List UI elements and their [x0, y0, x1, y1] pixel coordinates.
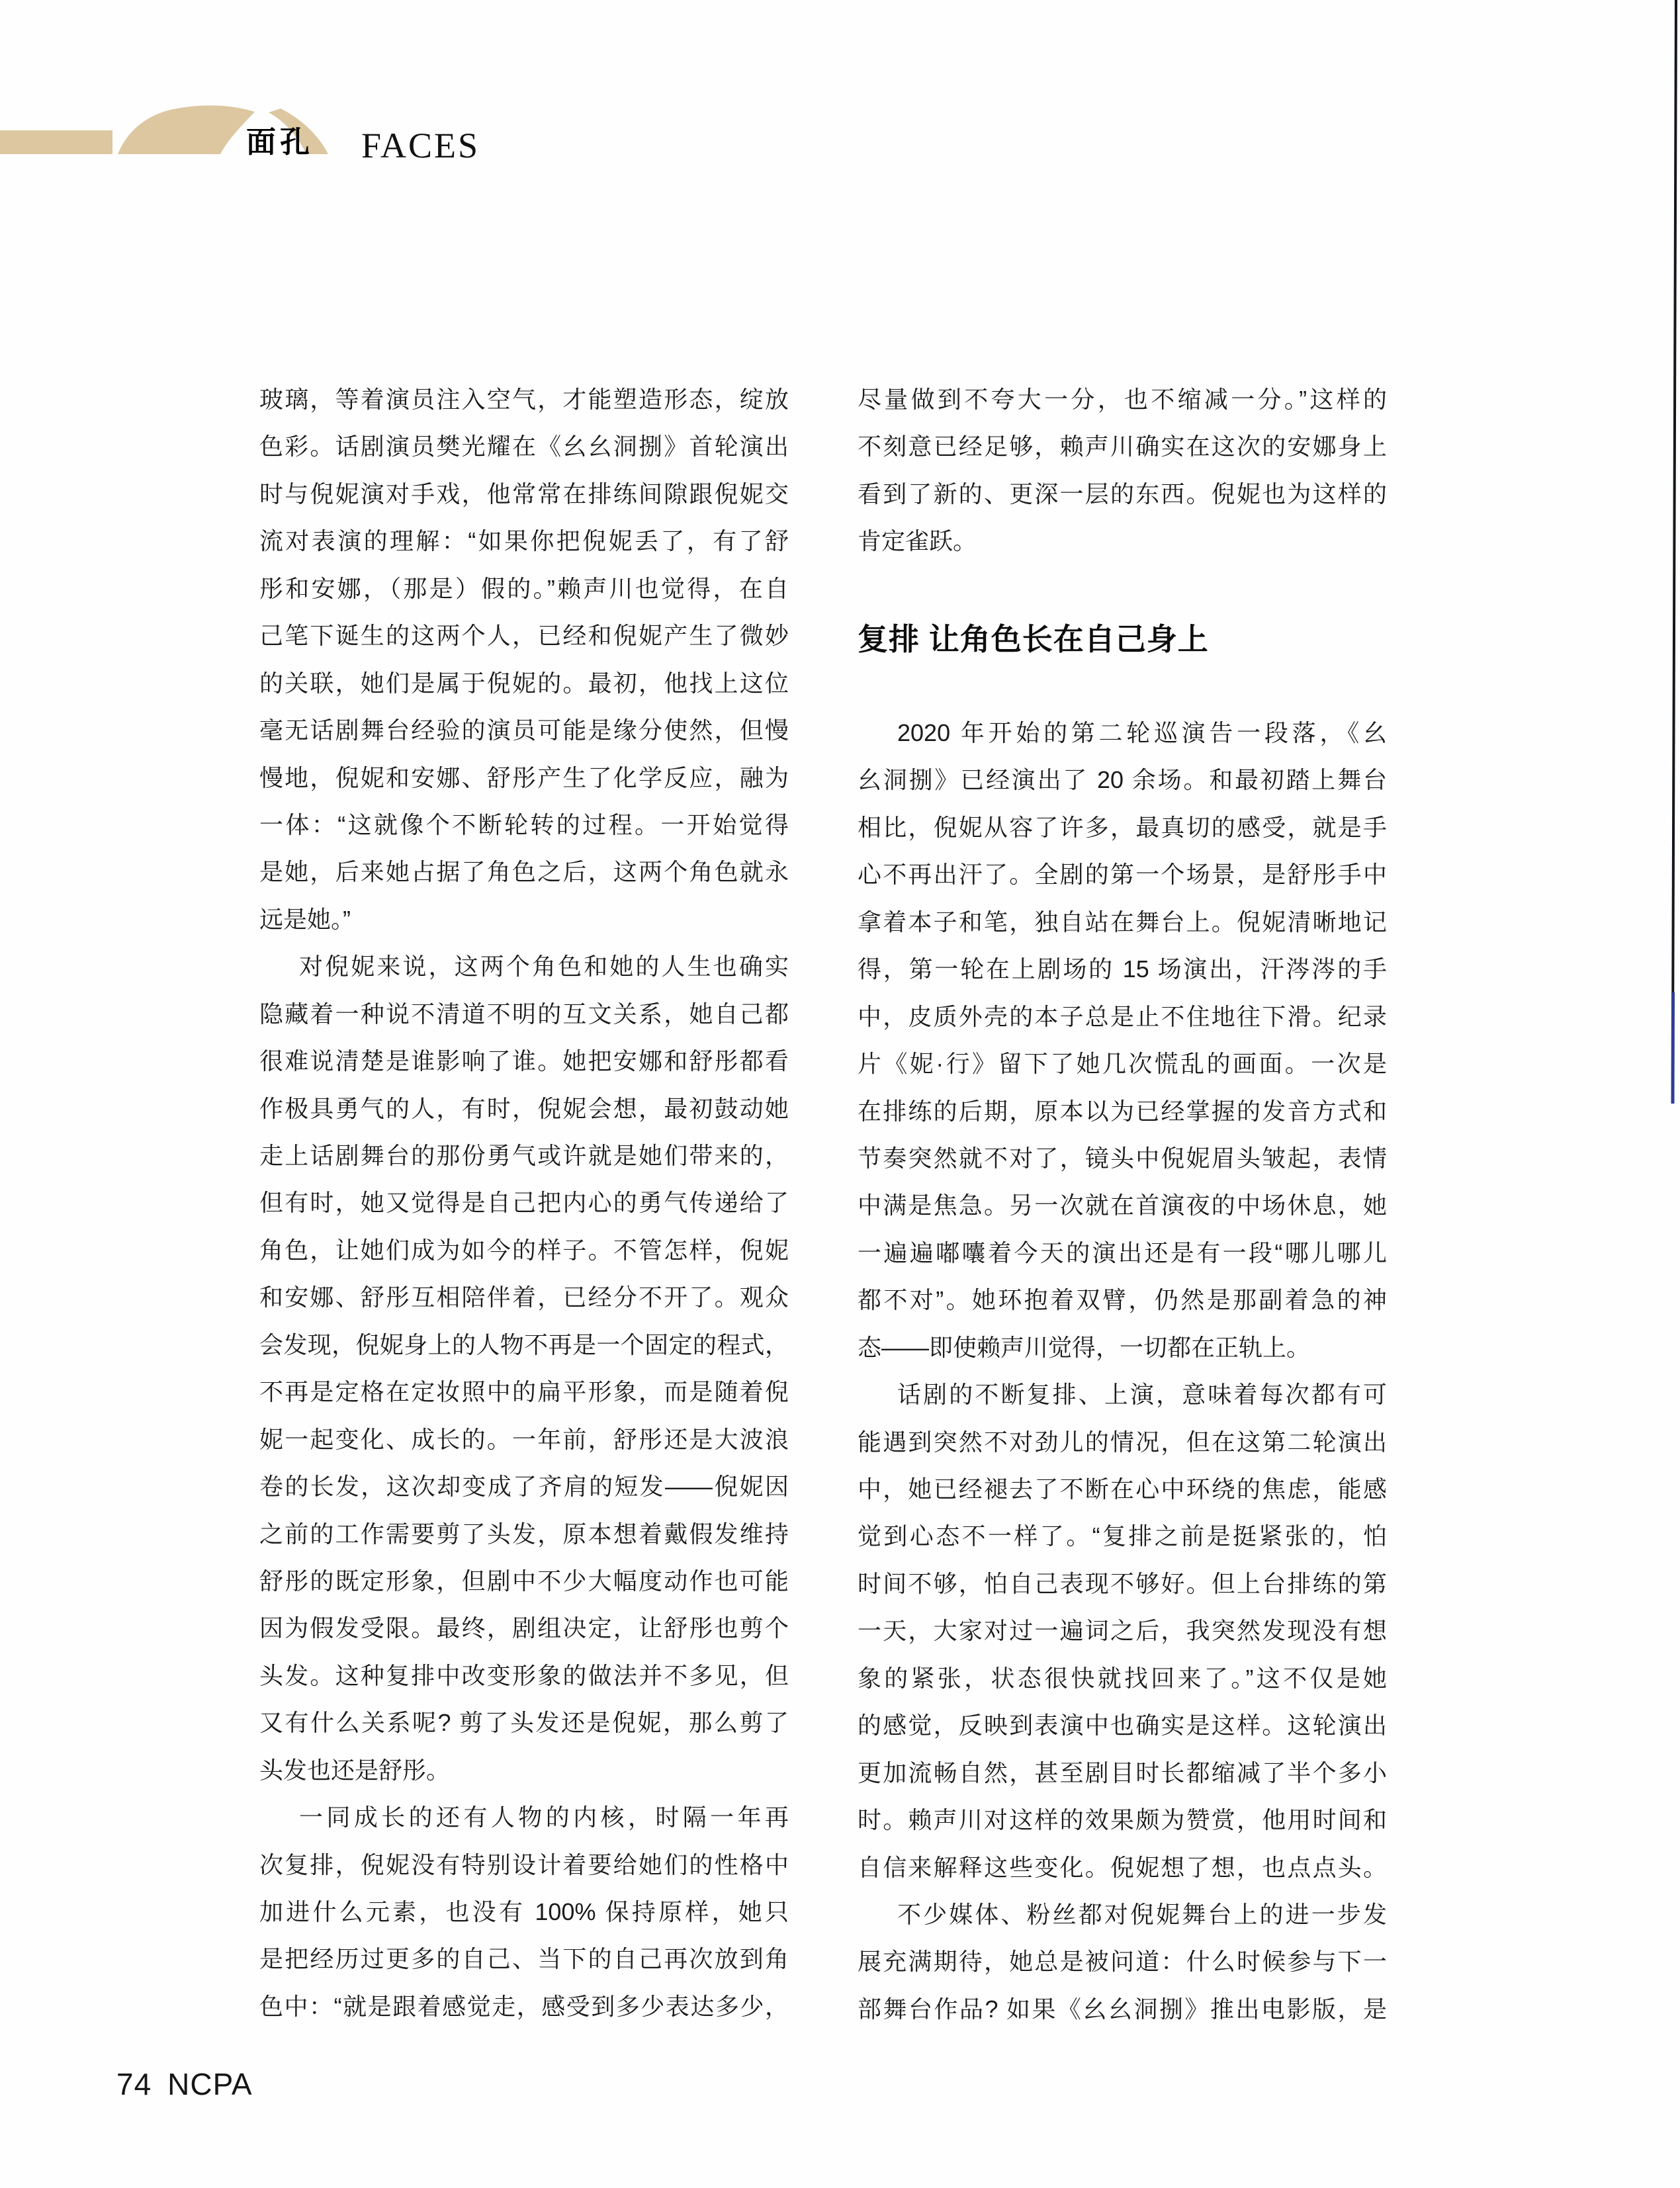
text-line: 时。赖声川对这样的效果颇为赞赏，他用时间和	[858, 1806, 1387, 1834]
text-line: 得，第一轮在上剧场的 15 场演出，汗涔涔的手	[858, 955, 1387, 983]
text-line: 时间不够，怕自己表现不够好。但上台排练的第	[858, 1569, 1387, 1597]
text-line: 隐藏着一种说不清道不明的互文关系，她自己都	[259, 1000, 789, 1028]
text-line: 不刻意已经足够，赖声川确实在这次的安娜身上	[858, 433, 1387, 460]
page-number: 74	[116, 2067, 152, 2101]
text-line: 片《妮·行》留下了她几次慌乱的画面。一次是	[858, 1050, 1387, 1078]
text-line: 部舞台作品? 如果《幺幺洞捌》推出电影版，是	[858, 1995, 1387, 2023]
text-line: 之前的工作需要剪了头发，原本想着戴假发维持	[259, 1520, 789, 1548]
text-line: 在排练的后期，原本以为已经掌握的发音方式和	[858, 1097, 1387, 1125]
text-line: 幺洞捌》已经演出了 20 余场。和最初踏上舞台	[858, 766, 1387, 794]
scan-edge-line	[1671, 0, 1677, 1000]
tan-swoosh-icon	[0, 99, 371, 165]
text-line: 觉到心态不一样了。“复排之前是挺紧张的，怕	[858, 1522, 1387, 1550]
text-line: 己笔下诞生的这两个人，已经和倪妮产生了微妙	[259, 622, 789, 650]
section-title-chinese: 面孔	[246, 125, 314, 159]
text-line: 毫无话剧舞台经验的演员可能是缘分使然，但慢	[259, 717, 789, 744]
brand-name: NCPA	[167, 2067, 253, 2101]
text-line: 舒彤的既定形象，但剧中不少大幅度动作也可能	[259, 1567, 789, 1595]
text-line: 更加流畅自然，甚至剧目时长都缩减了半个多小	[858, 1759, 1387, 1786]
text-line: 一同成长的还有人物的内核，时隔一年再	[299, 1804, 789, 1831]
text-line: 一天，大家对过一遍词之后，我突然发现没有想	[858, 1617, 1387, 1645]
text-line: 加进什么元素，也没有 100% 保持原样，她只	[259, 1898, 789, 1925]
text-line: 妮一起变化、成长的。一年前，舒彤还是大波浪	[259, 1425, 789, 1453]
wave-mound-shape	[118, 105, 255, 154]
text-line: 次复排，倪妮没有特别设计着要给她们的性格中	[259, 1851, 789, 1878]
text-line: 能遇到突然不对劲儿的情况，但在这第二轮演出	[858, 1428, 1387, 1456]
text-line: 会发现，倪妮身上的人物不再是一个固定的程式，	[259, 1331, 789, 1358]
text-line: 玻璃，等着演员注入空气，才能塑造形态，绽放	[259, 386, 789, 413]
text-line: 慢地，倪妮和安娜、舒彤产生了化学反应，融为	[259, 764, 789, 791]
section-title-english: FACES	[361, 126, 480, 165]
text-line: 一体：“这就像个不断轮转的过程。一开始觉得	[259, 810, 789, 838]
article-right-column-intro	[858, 376, 1387, 565]
text-line: 头发。这种复排中改变形象的做法并不多见，但	[259, 1661, 789, 1689]
section-heading: 复排 让角色长在自己身上	[858, 622, 1209, 656]
text-line: 作极具勇气的人，有时，倪妮会想，最初鼓动她	[259, 1094, 789, 1122]
scan-edge-blue-line	[1671, 992, 1675, 1104]
text-line: 很难说清楚是谁影响了谁。她把安娜和舒彤都看	[259, 1047, 789, 1075]
header-banner	[0, 99, 371, 165]
text-line: 话剧的不断复排、上演，意味着每次都有可	[897, 1381, 1387, 1409]
page-footer	[116, 2067, 253, 2101]
text-line: 态——即使赖声川觉得，一切都在正轨上。	[858, 1333, 1311, 1361]
text-line: 头发也还是舒彤。	[259, 1756, 451, 1784]
article-right-column-body	[858, 709, 1387, 2033]
text-line: 不少媒体、粉丝都对倪妮舞台上的进一步发	[897, 1900, 1387, 1928]
text-line: 中满是焦急。另一次就在首演夜的中场休息，她	[858, 1192, 1387, 1219]
text-line: 自信来解释这些变化。倪妮想了想，也点点头。	[858, 1853, 1387, 1881]
text-line: 远是她。”	[259, 905, 351, 933]
text-line: 是把经历过更多的自己、当下的自己再次放到角	[259, 1945, 789, 1973]
text-line: 对倪妮来说，这两个角色和她的人生也确实	[299, 953, 789, 981]
text-line: 是她，后来她占据了角色之后，这两个角色就永	[259, 858, 789, 886]
text-line: 节奏突然就不对了，镜头中倪妮眉头皱起，表情	[858, 1144, 1387, 1172]
text-line: 色彩。话剧演员樊光耀在《幺幺洞捌》首轮演出	[259, 433, 789, 460]
text-line: 的感觉，反映到表演中也确实是这样。这轮演出	[858, 1712, 1387, 1739]
text-line: 但有时，她又觉得是自己把内心的勇气传递给了	[259, 1189, 789, 1217]
text-line: 2020 年开始的第二轮巡演告一段落，《幺	[897, 719, 1387, 746]
text-line: 中，皮质外壳的本子总是止不住地往下滑。纪录	[858, 1002, 1387, 1030]
text-line: 不再是定格在定妆照中的扁平形象，而是随着倪	[259, 1378, 789, 1406]
text-line: 时与倪妮演对手戏，他常常在排练间隙跟倪妮交	[259, 480, 789, 507]
article-left-column	[259, 376, 789, 2030]
text-line: 心不再出汗了。全剧的第一个场景，是舒彤手中	[858, 861, 1387, 889]
text-line: 流对表演的理解：“如果你把倪妮丢了，有了舒	[259, 527, 789, 555]
tan-bar-shape	[0, 130, 112, 154]
text-line: 展充满期待，她总是被问道：什么时候参与下一	[858, 1948, 1387, 1976]
text-line: 卷的长发，这次却变成了齐肩的短发——倪妮因	[259, 1473, 789, 1501]
text-line: 的关联，她们是属于倪妮的。最初，他找上这位	[259, 669, 789, 697]
text-line: 和安娜、舒彤互相陪伴着，已经分不开了。观众	[259, 1284, 789, 1311]
text-line: 色中：“就是跟着感觉走，感受到多少表达多少，	[259, 1992, 789, 2020]
text-line: 都不对”。她环抱着双臂，仍然是那副着急的神	[858, 1286, 1387, 1314]
text-line: 中，她已经褪去了不断在心中环绕的焦虑，能感	[858, 1475, 1387, 1503]
text-line: 相比，倪妮从容了许多，最真切的感受，就是手	[858, 813, 1387, 841]
text-line: 角色，让她们成为如今的样子。不管怎样，倪妮	[259, 1236, 789, 1264]
text-line: 又有什么关系呢? 剪了头发还是倪妮，那么剪了	[259, 1709, 789, 1737]
text-line: 肯定雀跃。	[858, 527, 977, 555]
text-line: 一遍遍嘟囔着今天的演出还是有一段“哪儿哪儿	[858, 1239, 1387, 1266]
text-line: 彤和安娜，（那是）假的。”赖声川也觉得，在自	[259, 574, 789, 602]
text-line: 拿着本子和笔，独自站在舞台上。倪妮清晰地记	[858, 908, 1387, 936]
text-line: 看到了新的、更深一层的东西。倪妮也为这样的	[858, 480, 1387, 507]
text-line: 象的紧张，状态很快就找回来了。”这不仅是她	[858, 1664, 1387, 1692]
text-line: 尽量做到不夸大一分，也不缩减一分。”这样的	[858, 386, 1387, 413]
text-line: 因为假发受限。最终，剧组决定，让舒彤也剪个	[259, 1614, 789, 1642]
text-line: 走上话剧舞台的那份勇气或许就是她们带来的，	[259, 1142, 789, 1169]
